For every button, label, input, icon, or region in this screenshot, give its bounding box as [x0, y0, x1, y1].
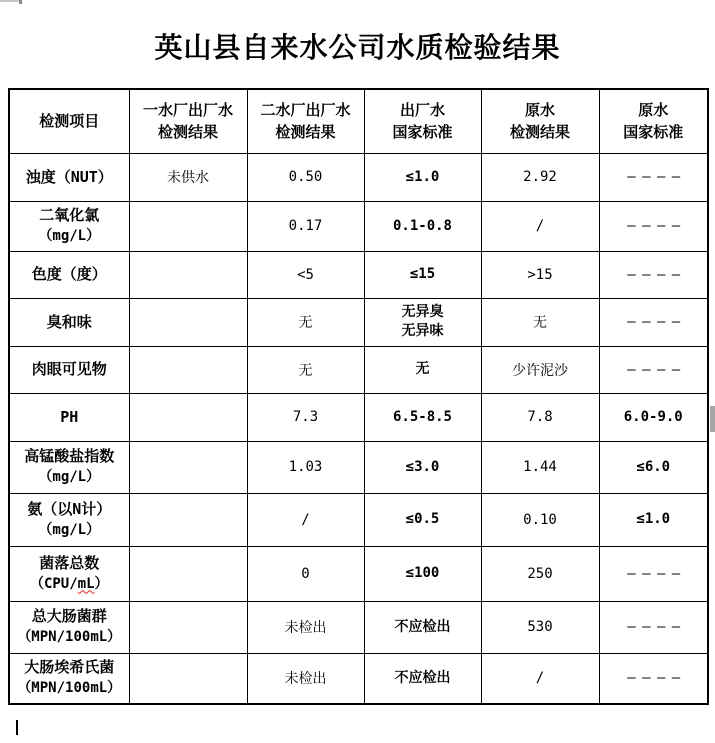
header-line: 原水: [638, 101, 669, 120]
cell-plant1: [129, 601, 247, 653]
cell-plant1: [129, 441, 247, 493]
cell-plant1: [129, 251, 247, 298]
cell-raw-standard: — — — —: [599, 653, 708, 704]
cell-plant1: [129, 201, 247, 251]
cell-plant2: 0.50: [247, 153, 364, 201]
cell-raw-standard: ≤1.0: [599, 493, 708, 546]
ruler-fragment: [0, 0, 20, 2]
cell-outflow-standard: 0.1-0.8: [364, 201, 481, 251]
cell-raw-standard: ≤6.0: [599, 441, 708, 493]
cell-outflow-standard: ≤1.0: [364, 153, 481, 201]
table-row: [9, 601, 708, 653]
row-label: PH: [9, 393, 129, 441]
column-header-plant1: [129, 89, 247, 153]
header-line: 国家标准: [623, 123, 684, 142]
cell-plant2: 0.17: [247, 201, 364, 251]
cell-plant2: 0: [247, 546, 364, 601]
cell-raw-standard: — — — —: [599, 298, 708, 346]
text-cursor: [16, 720, 18, 735]
cell-plant2: 未检出: [247, 601, 364, 653]
table-row: [9, 546, 708, 601]
cell-raw-standard: — — — —: [599, 251, 708, 298]
cell-outflow-standard: 6.5-8.5: [364, 393, 481, 441]
row-label: 氨（以N计） （mg/L）: [9, 493, 129, 546]
cell-plant1: [129, 346, 247, 393]
cell-raw-result: 2.92: [481, 153, 599, 201]
cell-plant1: [129, 653, 247, 704]
table-row: [9, 251, 708, 298]
cell-raw-standard: — — — —: [599, 153, 708, 201]
cell-outflow-standard: 无异臭 无异味: [364, 298, 481, 346]
header-row: [9, 89, 708, 153]
cell-raw-result: 1.44: [481, 441, 599, 493]
cell-raw-result: 250: [481, 546, 599, 601]
ruler-tick: [19, 0, 22, 4]
column-header-item: [9, 89, 129, 153]
cell-outflow-standard: ≤100: [364, 546, 481, 601]
cell-raw-result: >15: [481, 251, 599, 298]
cell-plant1: [129, 298, 247, 346]
header-line: 原水: [524, 101, 555, 120]
cell-outflow-standard: ≤15: [364, 251, 481, 298]
cell-outflow-standard: ≤0.5: [364, 493, 481, 546]
header-line: 检测结果: [509, 123, 570, 142]
cell-outflow-standard: 无: [364, 346, 481, 393]
header-line: 出厂水: [399, 101, 445, 120]
cell-raw-standard: — — — —: [599, 546, 708, 601]
water-quality-table: [8, 88, 709, 705]
header-line: 二水厂出厂水: [260, 101, 351, 120]
cell-plant2: 无: [247, 346, 364, 393]
cell-outflow-standard: ≤3.0: [364, 441, 481, 493]
cell-plant1: [129, 546, 247, 601]
cell-raw-result: 530: [481, 601, 599, 653]
row-label: 臭和味: [9, 298, 129, 346]
column-header-plant2: [247, 89, 364, 153]
header-line: 国家标准: [392, 123, 453, 142]
table-row: [9, 653, 708, 704]
cell-raw-standard: — — — —: [599, 201, 708, 251]
cell-plant2: 7.3: [247, 393, 364, 441]
cell-raw-standard: — — — —: [599, 601, 708, 653]
cell-raw-result: /: [481, 201, 599, 251]
cell-plant2: 无: [247, 298, 364, 346]
row-label: 浊度（NUT）: [9, 153, 129, 201]
page-title: 英山县自来水公司水质检验结果: [154, 33, 561, 64]
table-row: [9, 441, 708, 493]
column-header-outflow-standard: [364, 89, 481, 153]
cell-outflow-standard: 不应检出: [364, 653, 481, 704]
row-label: 二氧化氯 （mg/L）: [9, 201, 129, 251]
cell-plant1: 未供水: [129, 153, 247, 201]
table-row: [9, 153, 708, 201]
cell-raw-standard: 6.0-9.0: [599, 393, 708, 441]
cell-plant2: 1.03: [247, 441, 364, 493]
cell-raw-result: /: [481, 653, 599, 704]
header-line: 检测结果: [157, 123, 218, 142]
cell-plant2: 未检出: [247, 653, 364, 704]
row-label: 菌落总数 （CPU/mL）: [9, 546, 129, 601]
row-label: 大肠埃希氏菌 （MPN/100mL）: [9, 653, 129, 704]
cell-raw-result: 少许泥沙: [481, 346, 599, 393]
cell-plant2: <5: [247, 251, 364, 298]
row-label: 色度（度）: [9, 251, 129, 298]
row-label: 高锰酸盐指数 （mg/L）: [9, 441, 129, 493]
scrollbar-thumb[interactable]: [710, 406, 715, 432]
cell-raw-result: 0.10: [481, 493, 599, 546]
column-header-raw-result: [481, 89, 599, 153]
table-row: [9, 493, 708, 546]
cell-raw-standard: — — — —: [599, 346, 708, 393]
column-header-raw-standard: [599, 89, 708, 153]
row-label: 总大肠菌群 （MPN/100mL）: [9, 601, 129, 653]
cell-raw-result: 7.8: [481, 393, 599, 441]
cell-plant1: [129, 493, 247, 546]
cell-plant2: /: [247, 493, 364, 546]
cell-outflow-standard: 不应检出: [364, 601, 481, 653]
cell-raw-result: 无: [481, 298, 599, 346]
table-row: [9, 346, 708, 393]
table-row: [9, 201, 708, 251]
table-row: [9, 298, 708, 346]
spellcheck-underline: mL: [77, 575, 95, 592]
table-row: [9, 393, 708, 441]
header-line: 检测结果: [275, 123, 336, 142]
cell-plant1: [129, 393, 247, 441]
header-line: 一水厂出厂水: [142, 101, 233, 120]
row-label: 肉眼可见物: [9, 346, 129, 393]
header-line: 检测项目: [39, 112, 100, 131]
